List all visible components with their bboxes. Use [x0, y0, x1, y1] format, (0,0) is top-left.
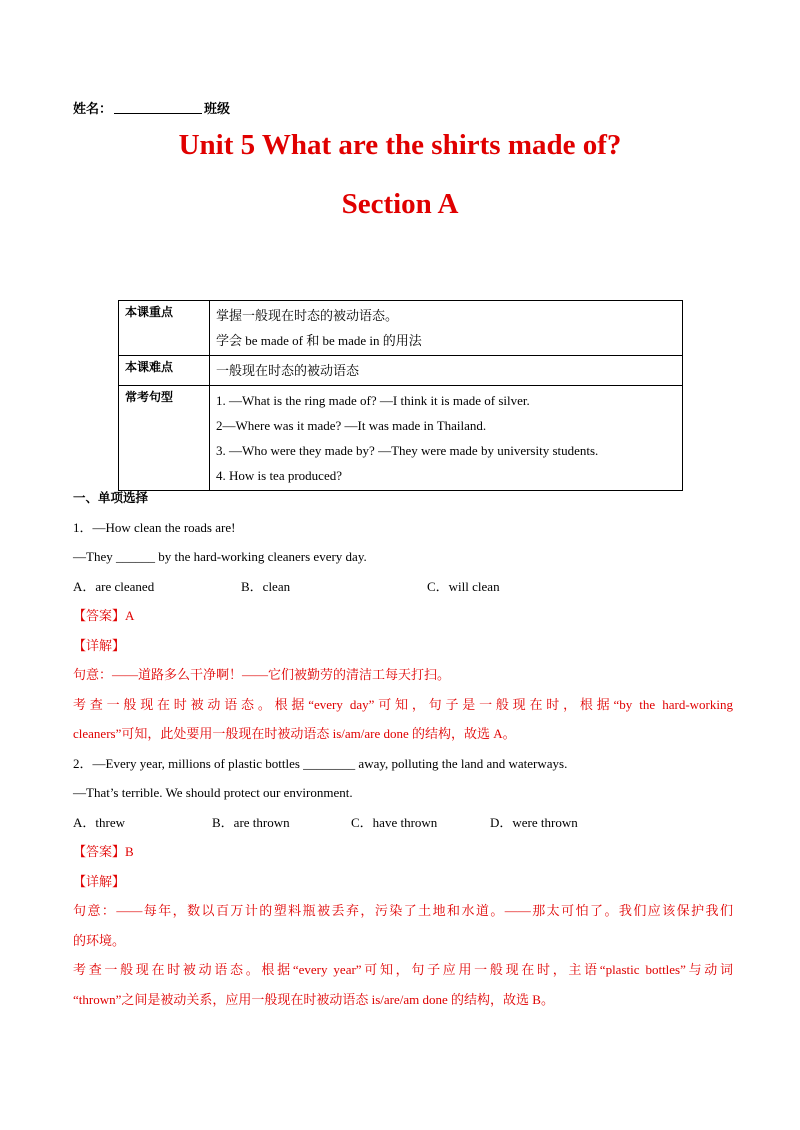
row-content: [210, 301, 683, 356]
explanation-line: 考查一般现在时被动语态。根据“every year”可知，句子应用一般现在时，主语“plastic bottles”与动词: [73, 962, 733, 977]
table-row: [119, 386, 683, 491]
explanation-line: cleaners”可知，此处要用一般现在时被动语态 is/am/are done 的结构，故选 A。: [73, 726, 516, 741]
explanation-line: 句意：——道路多么干净啊！——它们被勤劳的清洁工每天打扫。: [73, 667, 451, 682]
question-options: [73, 808, 733, 838]
page-subtitle: Section A: [341, 188, 459, 220]
answer-label: 【答案】B: [73, 844, 134, 859]
detail-label: 【详解】: [73, 873, 126, 889]
option-c: C．have thrown: [351, 814, 438, 830]
option-d: D．were thrown: [490, 814, 578, 830]
row-label: 本课重点: [119, 301, 210, 356]
row-label: 常考句型: [119, 386, 210, 491]
row-line: 掌握一般现在时态的被动语态。: [216, 308, 399, 323]
row-line: 学会 be made of 和 be made in 的用法: [216, 333, 422, 348]
explanation-line: 的环境。: [73, 932, 126, 948]
row-label: 本课难点: [119, 356, 210, 386]
row-line: 4. How is tea produced?: [216, 468, 342, 483]
row-content: [210, 356, 683, 386]
option-a: A．threw: [73, 814, 125, 830]
name-class-line: [73, 98, 230, 117]
section-title: 一、单项选择: [73, 490, 149, 505]
table-row: [119, 301, 683, 356]
row-line: 3. —Who were they made by? —They were made by university students.: [216, 443, 599, 458]
explanation-line: “thrown”之间是被动关系，应用一般现在时被动语态 is/are/am done 的结构，故选 B。: [73, 991, 554, 1007]
class-label: 班级: [204, 102, 231, 117]
exercise-section: [73, 483, 733, 1014]
option-b: B．are thrown: [212, 814, 290, 830]
explanation-line: 考查一般现在时被动语态。根据“every day”可知，句子是一般现在时，根据“by the hard-working: [73, 696, 733, 712]
row-content: [210, 386, 683, 491]
page-title: Unit 5 What are the shirts made of?: [178, 129, 622, 161]
option-b: B．clean: [241, 578, 291, 594]
answer-label: 【答案】A: [73, 608, 135, 623]
table-row: [119, 356, 683, 386]
question-stem: 2．—Every year, millions of plastic bottles ________ away, polluting the land and waterways.: [73, 755, 568, 771]
question-stem: 1．—How clean the roads are!: [73, 519, 236, 535]
name-label: 姓名：: [73, 102, 113, 117]
row-line: 1. —What is the ring made of? —I think it is made of silver.: [216, 393, 530, 408]
explanation-line: 句意：——每年，数以百万计的塑料瓶被丢弃，污染了土地和水道。——那太可怕了。我们应该保护我们: [73, 903, 733, 918]
name-blank: [114, 101, 202, 114]
option-c: C．will clean: [427, 578, 500, 594]
question-stem-reply: —That’s terrible. We should protect our environment.: [73, 785, 353, 800]
row-line: 一般现在时态的被动语态: [216, 363, 360, 378]
row-line: 2—Where was it made? —It was made in Thailand.: [216, 418, 487, 433]
summary-table: [118, 300, 683, 491]
question-options: [73, 572, 733, 602]
option-a: A．are cleaned: [73, 578, 155, 594]
detail-label: 【详解】: [73, 637, 126, 653]
question-stem-reply: —They ______ by the hard-working cleaners every day.: [73, 549, 367, 564]
